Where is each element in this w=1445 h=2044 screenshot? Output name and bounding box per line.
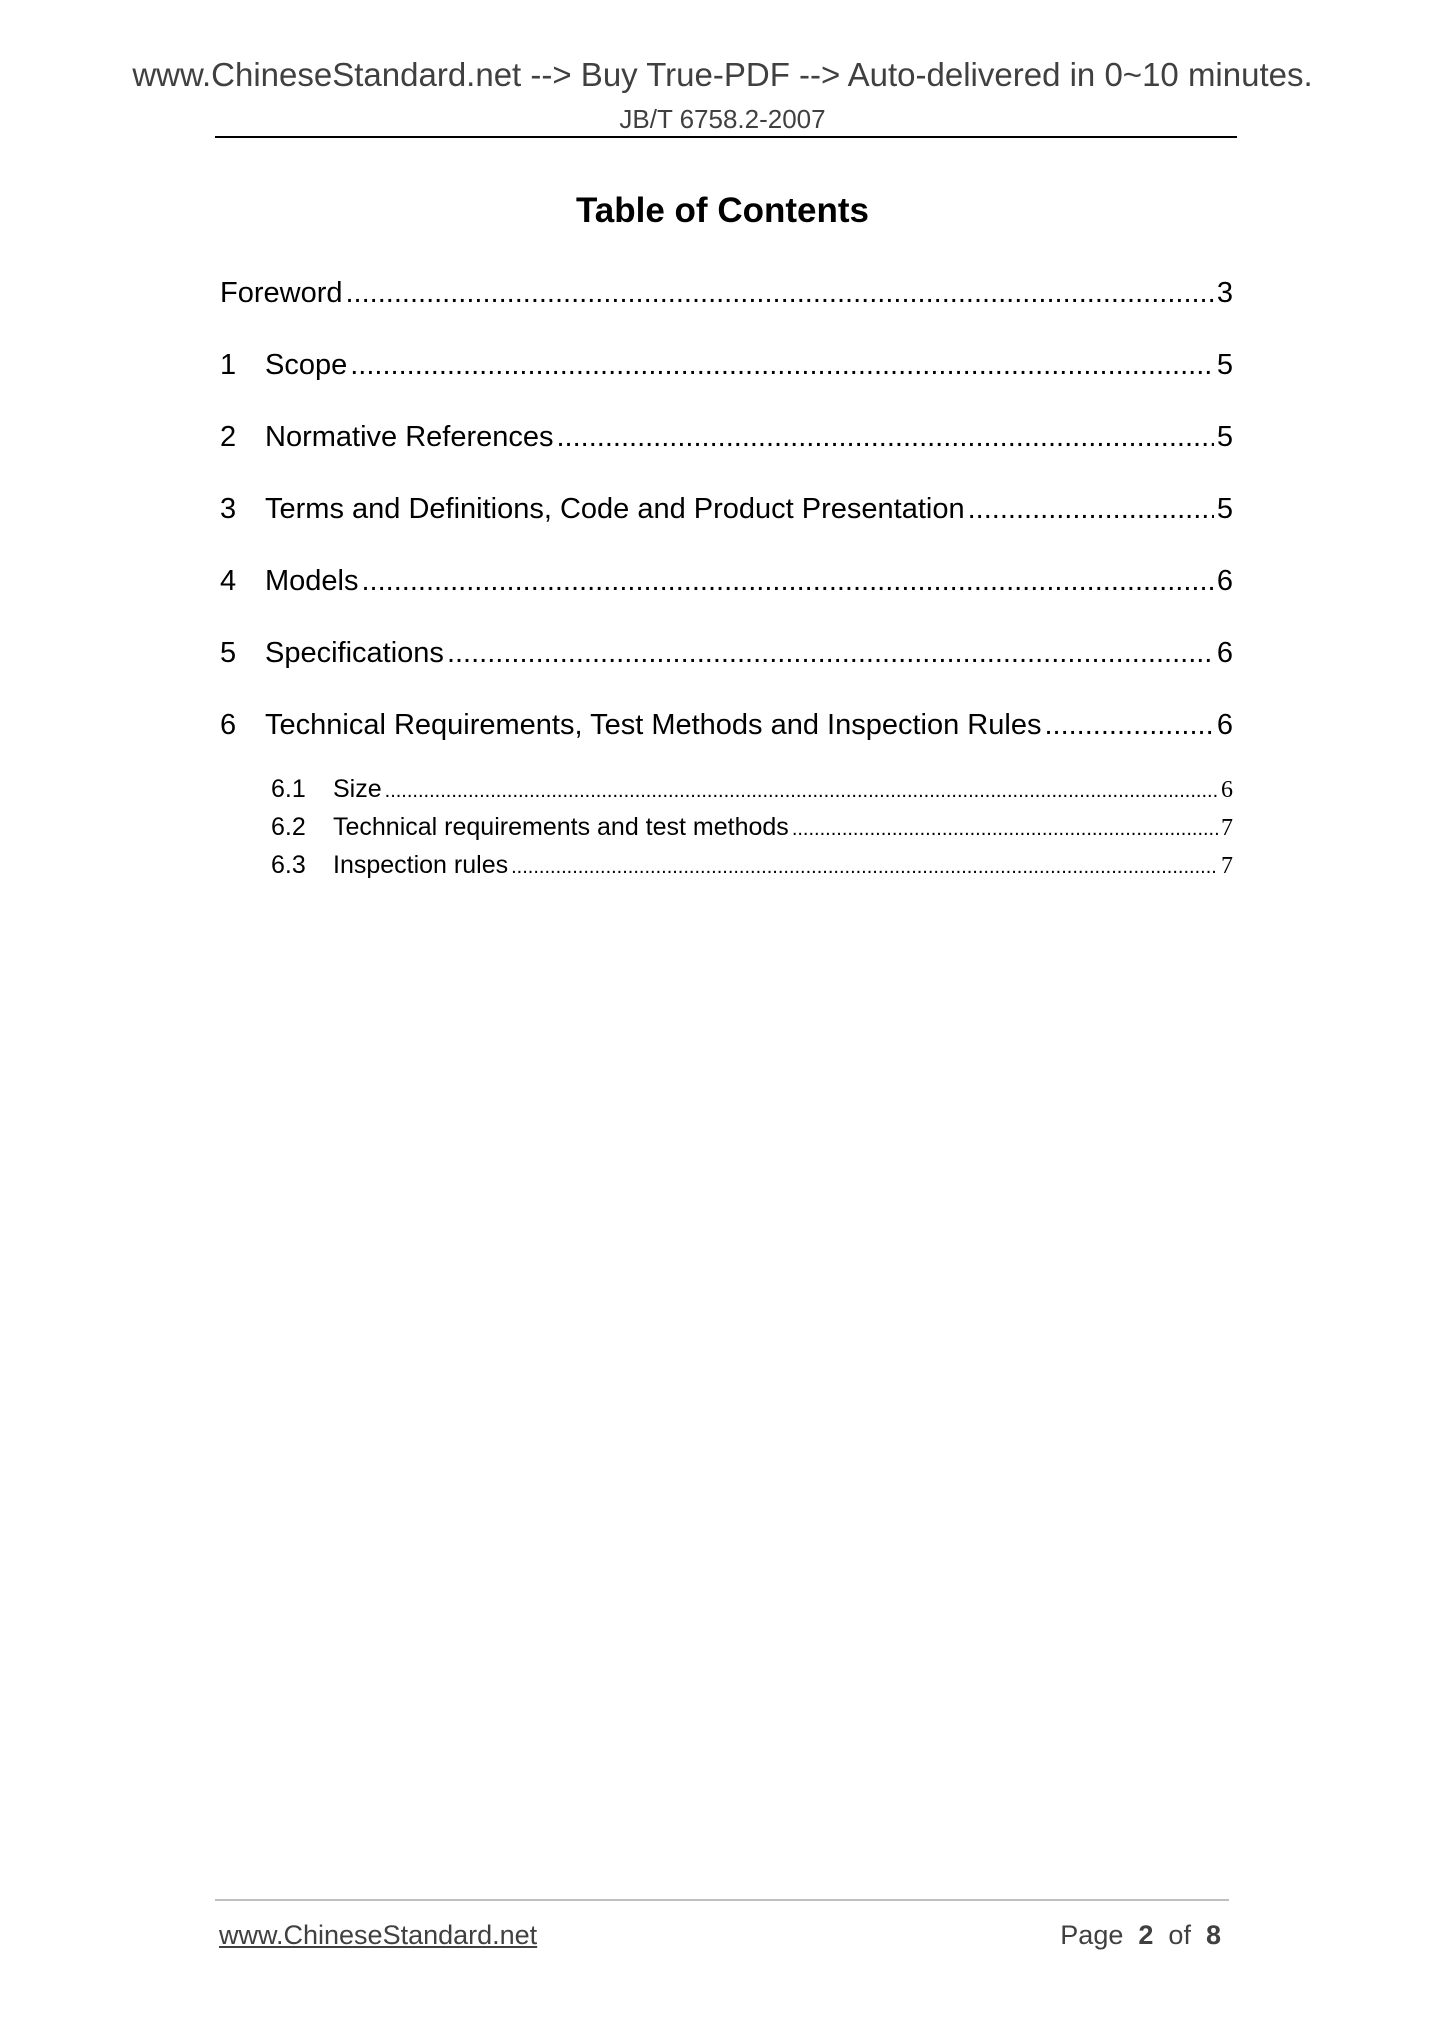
toc-entry-label: Technical Requirements, Test Methods and Inspection Rules: [265, 709, 1042, 741]
toc-subentry-page: 7: [1221, 853, 1233, 879]
toc-entry-number: 6: [220, 709, 237, 741]
toc-entry-number: 1: [220, 349, 237, 381]
toc-entry-scope[interactable]: [220, 349, 1233, 382]
total-page-count: 8: [1205, 1920, 1221, 1950]
toc-entry-label: Models: [265, 565, 359, 597]
toc-entry-technical-requirements[interactable]: [220, 709, 1233, 742]
dot-leader: [447, 637, 1214, 670]
document-code: JB/T 6758.2-2007: [619, 104, 826, 134]
toc-entry-page: 3: [1216, 277, 1233, 309]
toc-entry-page: 5: [1216, 421, 1233, 453]
toc-entry-label: Terms and Definitions, Code and Product Presentation: [265, 493, 965, 525]
dot-leader: [350, 349, 1214, 382]
toc-entry-label: Foreword: [220, 277, 343, 309]
toc-entry-terms-definitions[interactable]: [220, 493, 1233, 526]
footer-divider: [215, 1899, 1229, 1901]
toc-subentry-number: 6.2: [271, 813, 306, 841]
toc-entry-foreword[interactable]: [220, 277, 1233, 310]
toc-subentry-number: 6.1: [271, 775, 306, 803]
dot-leader: [346, 277, 1214, 310]
toc-subentry-number: 6.3: [271, 851, 306, 879]
dot-leader: [385, 775, 1218, 804]
dot-leader: [792, 813, 1218, 842]
toc-entry-label: Normative References: [265, 421, 554, 453]
dot-leader: [968, 493, 1214, 526]
toc-subentry-size[interactable]: [220, 775, 1233, 804]
footer-site-link[interactable]: www.ChineseStandard.net: [219, 1920, 538, 1950]
toc-subentry-label: Inspection rules: [333, 851, 509, 879]
current-page-number: 2: [1138, 1920, 1154, 1950]
toc-subentry-technical-requirements[interactable]: [220, 813, 1233, 842]
toc-title: Table of Contents: [576, 191, 869, 230]
toc-entry-page: 6: [1216, 709, 1233, 741]
toc-entry-number: 5: [220, 637, 237, 669]
toc-entry-models[interactable]: [220, 565, 1233, 598]
toc-entry-label: Scope: [265, 349, 348, 381]
toc-subentry-label: Size: [333, 775, 382, 803]
page-word: Page: [1060, 1920, 1124, 1950]
toc-subentry-page: 6: [1221, 777, 1233, 803]
toc-subentry-label: Technical requirements and test methods: [333, 813, 789, 841]
toc-entry-number: 3: [220, 493, 237, 525]
toc-entry-normative-references[interactable]: [220, 421, 1233, 454]
toc-entry-page: 6: [1216, 637, 1233, 669]
dot-leader: [362, 565, 1214, 598]
toc-entry-page: 5: [1216, 349, 1233, 381]
toc-entry-specifications[interactable]: [220, 637, 1233, 670]
toc-entry-number: 2: [220, 421, 237, 453]
site-banner: www.ChineseStandard.net --> Buy True-PDF --> Auto-delivered in 0~10 minutes.: [132, 56, 1313, 93]
toc-entry-page: 6: [1216, 565, 1233, 597]
header-divider: [215, 136, 1237, 138]
dot-leader: [557, 421, 1214, 454]
toc-entry-page: 5: [1216, 493, 1233, 525]
toc-subentry-inspection-rules[interactable]: [220, 851, 1233, 880]
dot-leader: [511, 851, 1218, 880]
dot-leader: [1044, 709, 1213, 742]
toc-entry-label: Specifications: [265, 637, 444, 669]
of-word: of: [1168, 1920, 1191, 1950]
toc-subentry-page: 7: [1221, 815, 1233, 841]
toc-entry-number: 4: [220, 565, 237, 597]
page-indicator: [1060, 1920, 1221, 1951]
